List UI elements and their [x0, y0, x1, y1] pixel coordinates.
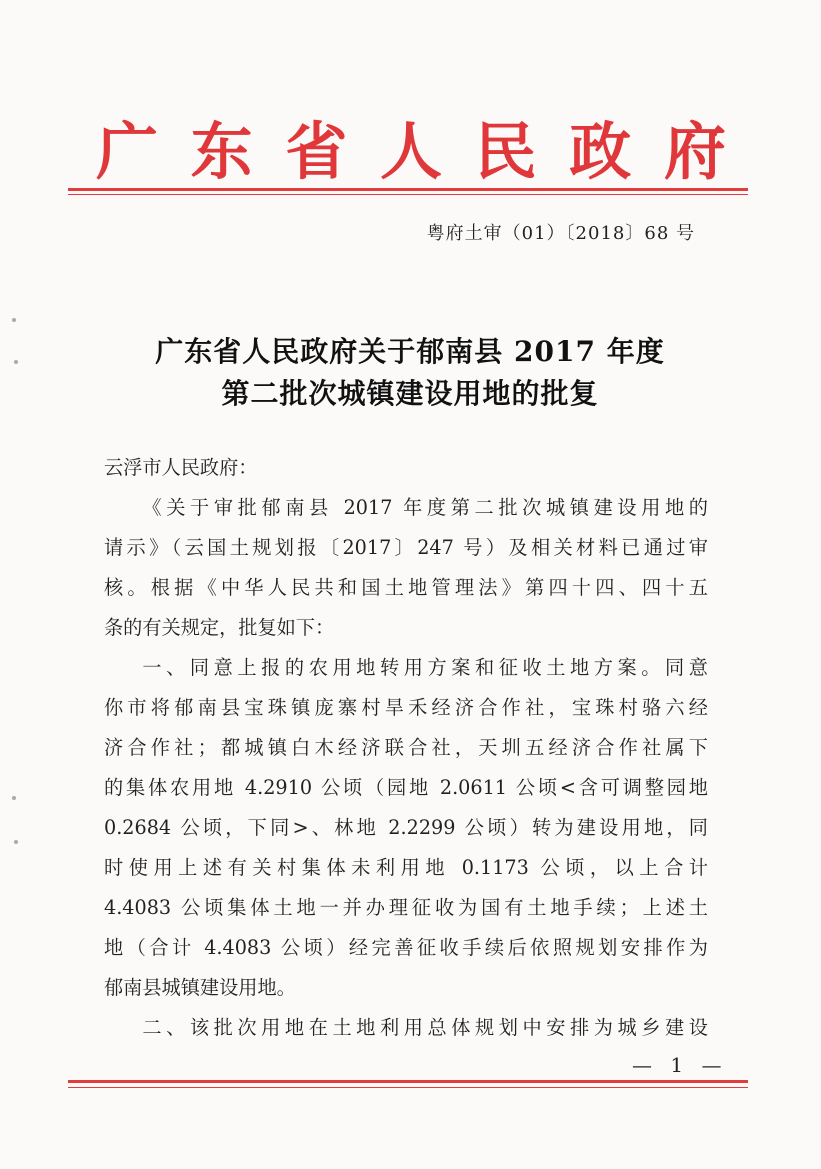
body-line: 4.4083 公顷集体土地一并办理征收为国有土地手续；上述土	[104, 896, 708, 919]
salutation: 云浮市人民政府：	[104, 456, 258, 479]
scan-speck	[12, 796, 16, 800]
body-line: 核。根据《中华人民共和国土地管理法》第四十四、四十五	[104, 576, 708, 599]
header-rule-thick	[68, 188, 748, 191]
body-line: 地（合计 4.4083 公顷）经完善征收手续后依照规划安排作为	[104, 936, 708, 959]
document-title-line-2: 第二批次城镇建设用地的批复	[221, 377, 599, 410]
body-line: 请示》（云国土规划报〔2017〕247 号）及相关材料已通过审	[104, 536, 708, 559]
body-line: 郁南县城镇建设用地。	[104, 976, 296, 999]
issuer-header-char: 广	[96, 114, 159, 188]
footer-rule-thick	[68, 1080, 748, 1083]
issuer-header-char: 人	[379, 114, 442, 188]
issuer-header-char: 府	[663, 114, 726, 188]
body-line: 时使用上述有关村集体未利用地 0.1173 公顷，以上合计	[104, 856, 708, 879]
document-number: 粤府土审（01）〔2018〕68 号	[426, 223, 695, 244]
scan-speck	[12, 318, 16, 322]
document-title-line-1: 广东省人民政府关于郁南县 2017 年度	[155, 335, 665, 368]
body-line: 条的有关规定，批复如下：	[104, 616, 335, 639]
footer-rule-thin	[68, 1087, 748, 1088]
issuer-header	[96, 106, 726, 186]
issuer-header-char: 省	[285, 114, 348, 188]
body-line: 你市将郁南县宝珠镇庞寨村旱禾经济合作社，宝珠村骆六经	[104, 696, 708, 719]
scan-speck	[14, 840, 18, 844]
body-line: 0.2684 公顷，下同>、林地 2.2299 公顷）转为建设用地，同	[104, 816, 708, 839]
issuer-header-char: 民	[474, 114, 537, 188]
document-body	[104, 448, 708, 1048]
issuer-header-char: 东	[190, 114, 253, 188]
body-line: 二、该批次用地在土地利用总体规划中安排为城乡建设	[142, 1016, 708, 1039]
issuer-header-char: 政	[569, 114, 632, 188]
body-line: 的集体农用地 4.2910 公顷（园地 2.0611 公顷<含可调整园地	[104, 776, 708, 799]
scan-speck	[14, 360, 18, 364]
body-line: 《关于审批郁南县 2017 年度第二批次城镇建设用地的	[142, 496, 708, 519]
body-line: 济合作社；都城镇白木经济联合社，天圳五经济合作社属下	[104, 736, 708, 759]
header-rule-thin	[68, 194, 748, 195]
body-line: 一、同意上报的农用地转用方案和征收土地方案。同意	[142, 656, 708, 679]
page-number: — 1 —	[632, 1053, 728, 1077]
